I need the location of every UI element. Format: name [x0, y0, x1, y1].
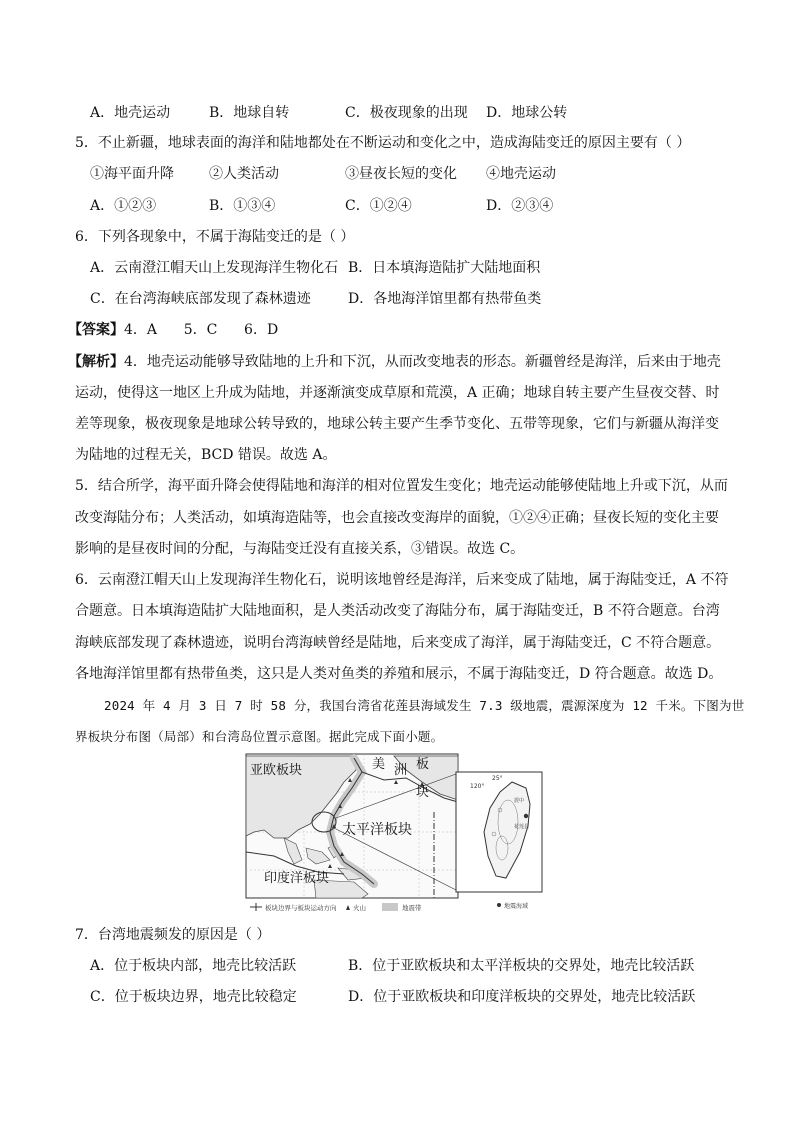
inset-lat-label: 25°	[492, 775, 503, 782]
q5-item-1: ①海平面升降	[90, 166, 174, 182]
inset-epicenter-label: 震中	[514, 798, 525, 804]
inset-hualien-label: 花莲县	[514, 824, 530, 830]
label-america-3: 板	[416, 757, 430, 772]
intro-line-1: 2024 年 4 月 3 日 7 时 58 分，我国台湾省花莲县海域发生 7.3 级地震，震源深度为 12 千米。下图为世	[104, 698, 745, 713]
q7-option-a: A．位于板块内部，地壳比较活跃	[90, 958, 297, 974]
q7-option-c: C．位于板块边界，地壳比较稳定	[90, 989, 297, 1005]
q5-stem: 5．不止新疆，地球表面的海洋和陆地都处在不断运动和变化之中，造成海陆变迁的原因主要有（ ）	[75, 135, 691, 151]
q7-option-d: D．位于亚欧板块和印度洋板块的交界处，地壳比较活跃	[348, 989, 696, 1005]
answer-tag: 【答案】	[68, 322, 124, 338]
q5-item-4: ④地壳运动	[486, 166, 556, 182]
analysis-line-10: 海峡底部发现了森林遗迹，说明台湾海峡曾经是陆地，后来变成了海洋，属于海陆变迁，C 不符合题意。	[75, 635, 721, 651]
q6-stem: 6．下列各现象中，不属于海陆变迁的是（ ）	[75, 229, 355, 245]
label-america-4: 块	[416, 785, 430, 800]
q5-option-d: D．②③④	[486, 198, 554, 214]
legend-epicenter-text: 地震海域	[504, 903, 529, 910]
q5-option-a: A．①②③	[90, 198, 157, 214]
analysis-line-11: 各地海洋馆里都有热带鱼类，这只是人类对鱼类的养殖和展示，不属于海陆变迁，D 符合题意。故选 D。	[75, 666, 723, 682]
q4-option-c: C．极夜现象的出现	[345, 105, 468, 121]
plate-map-svg	[244, 752, 555, 914]
analysis-line-7: 影响的是昼夜时间的分配，与海陆变迁没有直接关系，③错误。故选 C。	[75, 541, 525, 557]
analysis-line-2: 运动，使得这一地区上升成为陆地，并逐渐演变成草原和荒漠，A 正确；地球自转主要产生昼夜交替、时	[75, 385, 720, 401]
analysis-line-8: 6．云南澄江帽天山上发现海洋生物化石，说明该地曾经是海洋，后来变成了陆地，属于海陆变迁，A 不符	[75, 572, 729, 588]
q5-item-2: ②人类活动	[209, 166, 279, 182]
legend-volcano-icon	[346, 905, 350, 910]
legend-belt-icon	[382, 903, 398, 911]
q4-option-d: D．地球公转	[486, 105, 568, 121]
answer-line	[68, 320, 278, 340]
analysis-line-3: 差等现象，极夜现象是地球公转导致的，地球公转主要产生季节变化、五带等现象，它们与新疆从海洋变	[75, 416, 719, 432]
analysis-line-4: 为陆地的过程无关，BCD 错误。故选 A。	[75, 447, 337, 463]
answer-text: 4．A 5．C 6．D	[124, 322, 279, 338]
legend-belt-text: 地震带	[402, 904, 422, 912]
q7-option-b: B．位于亚欧板块和太平洋板块的交界处，地壳比较活跃	[348, 958, 695, 974]
analysis-line-9: 合题意。日本填海造陆扩大陆地面积，是人类活动改变了海陆分布，属于海陆变迁，B 不符合题意。台湾	[75, 603, 720, 619]
intro-line-2: 界板块分布图（局部）和台湾岛位置示意图。据此完成下面小题。	[75, 729, 444, 744]
label-america-2: 洲	[394, 763, 408, 778]
q4-option-b: B．地球自转	[209, 105, 290, 121]
q6-option-b: B．日本填海造陆扩大陆地面积	[348, 260, 541, 276]
legend-boundary-text: 板块边界与板块运动方向	[265, 904, 337, 912]
q5-item-3: ③昼夜长短的变化	[345, 166, 457, 182]
label-pacific-plate: 太平洋板块	[342, 822, 412, 838]
q7-stem: 7．台湾地震频发的原因是（ ）	[75, 927, 271, 943]
analysis-text-1: 4．地壳运动能够导致陆地的上升和下沉，从而改变地表的形态。新疆曾经是海洋，后来由于地壳	[124, 354, 721, 370]
q4-option-a: A．地壳运动	[90, 105, 171, 121]
plate-map-figure	[244, 752, 555, 914]
analysis-line-1	[68, 352, 721, 372]
label-eurasian-plate: 亚欧板块	[250, 763, 303, 778]
q6-option-c: C．在台湾海峡底部发现了森林遗迹	[90, 291, 311, 307]
label-indian-plate: 印度洋板块	[264, 871, 330, 886]
label-america-1: 美	[372, 757, 386, 772]
q6-option-d: D．各地海洋馆里都有热带鱼类	[348, 291, 542, 307]
analysis-line-5: 5．结合所学，海平面升降会使得陆地和海洋的相对位置发生变化；地壳运动能够使陆地上升或下沉，从而	[75, 478, 728, 494]
q6-option-a: A．云南澄江帽天山上发现海洋生物化石	[90, 260, 339, 276]
q5-option-b: B．①③④	[209, 198, 276, 214]
epicenter-marker-icon	[524, 814, 528, 818]
q5-option-c: C．①②④	[345, 198, 412, 214]
legend-volcano-text: 火山	[353, 904, 366, 912]
analysis-line-6: 改变海陆分布；人类活动，如填海造陆等，也会直接改变海岸的面貌，①②④正确；昼夜长短的变化主要	[75, 510, 719, 526]
inset-lon-label: 120°	[470, 783, 485, 790]
legend-epicenter-icon	[497, 903, 501, 907]
analysis-tag: 【解析】	[68, 354, 124, 370]
